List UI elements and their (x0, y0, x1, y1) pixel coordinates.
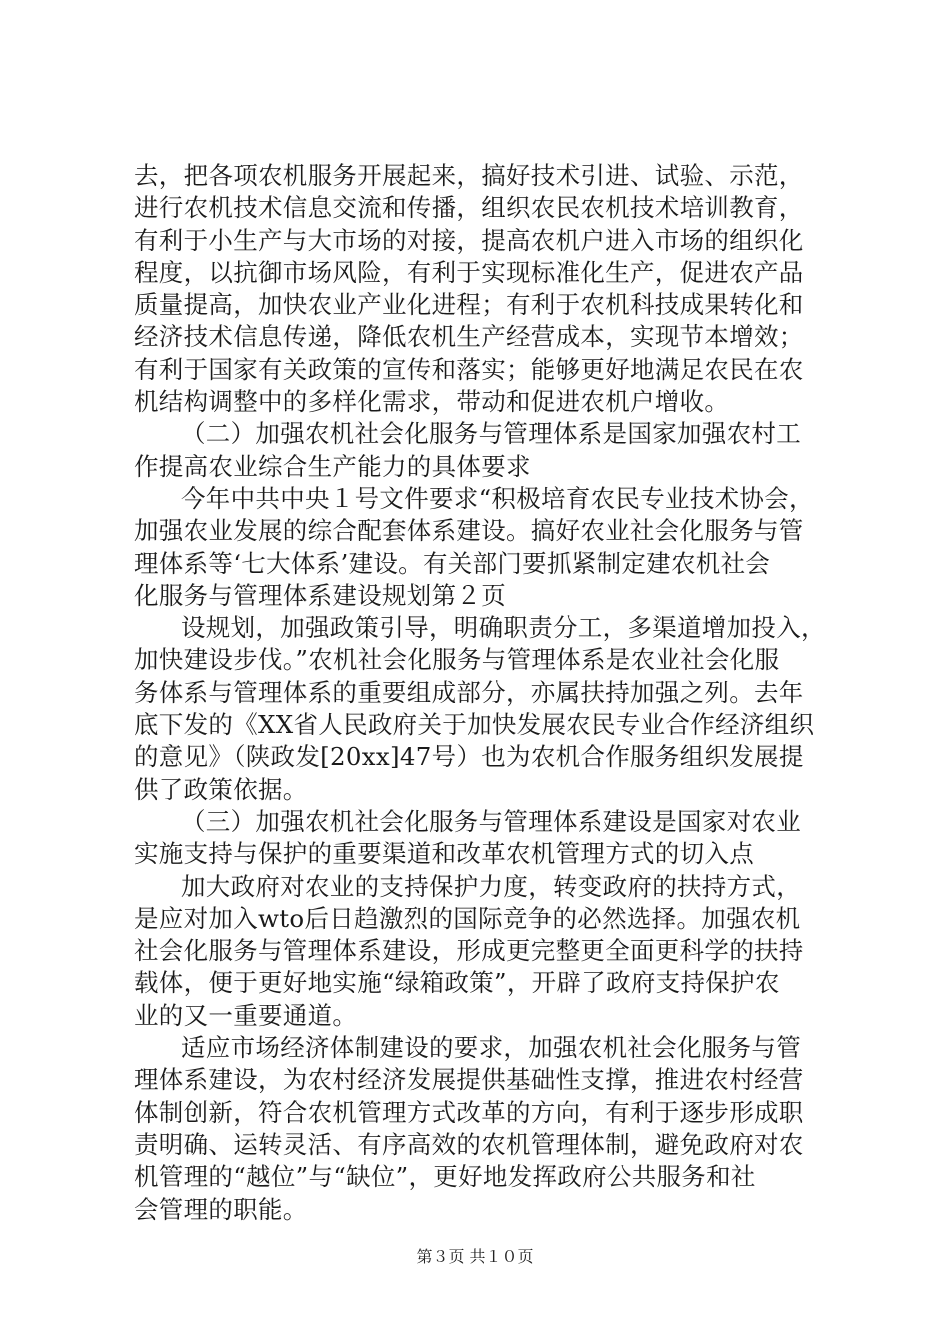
text-line: 加强农业发展的综合配套体系建设。搞好农业社会化服务与管 (134, 516, 804, 546)
text-line: 加大政府对农业的支持保护力度，转变政府的扶持方式， (181, 871, 801, 901)
text-line: 是应对加入wto后日趋激烈的国际竞争的必然选择。加强农机 (134, 903, 801, 933)
text-line: 去，把各项农机服务开展起来，搞好技术引进、试验、示范， (134, 161, 804, 190)
text-line: 体制创新，符合农机管理方式改革的方向，有利于逐步形成职 (134, 1097, 804, 1127)
text-line: 机结构调整中的多样化需求，带动和促进农机户增收。 (134, 387, 730, 417)
text-line: 经济技术信息传递，降低农机生产经营成本，实现节本增效； (134, 322, 804, 352)
text-line: （三）加强农机社会化服务与管理体系建设是国家对农业 (181, 806, 801, 836)
text-line: 有利于小生产与大市场的对接，提高农机户进入市场的组织化 (134, 225, 804, 255)
text-line: 质量提高，加快农业产业化进程；有利于农机科技成果转化和 (134, 290, 804, 320)
text-line: 社会化服务与管理体系建设，形成更完整更全面更科学的扶持 (134, 936, 804, 966)
text-line: 有利于国家有关政策的宣传和落实；能够更好地满足农民在农 (134, 354, 804, 384)
document-body (134, 160, 834, 1226)
text-line: 作提高农业综合生产能力的具体要求 (134, 451, 531, 481)
text-line: 责明确、运转灵活、有序高效的农机管理体制，避免政府对农 (134, 1129, 804, 1159)
text-line: （二）加强农机社会化服务与管理体系是国家加强农村工 (181, 419, 801, 449)
text-line: 今年中共中央１号文件要求“积极培育农民专业技术协会， (181, 483, 814, 513)
text-line: 供了政策依据。 (134, 774, 308, 804)
text-line: 理体系建设，为农村经济发展提供基础性支撑，推进农村经营 (134, 1065, 804, 1095)
text-line: 实施支持与保护的重要渠道和改革农机管理方式的切入点 (134, 839, 754, 869)
text-line: 加快建设步伐。”农机社会化服务与管理体系是农业社会化服 (134, 645, 780, 675)
page-footer: 第３页 共１０页 (416, 1247, 534, 1266)
text-line: 适应市场经济体制建设的要求，加强农机社会化服务与管 (181, 1033, 801, 1063)
text-line: 会管理的职能。 (134, 1194, 308, 1224)
text-line: 程度，以抗御市场风险，有利于实现标准化生产，促进农产品 (134, 257, 804, 287)
text-line: 理体系等‘七大体系’建设。有关部门要抓紧制定建农机社会 (134, 548, 771, 578)
text-line: 的意见》（陕政发[20xx]47号）也为农机合作服务组织发展提 (134, 742, 804, 772)
text-line: 业的又一重要通道。 (134, 1000, 358, 1030)
text-line: 务体系与管理体系的重要组成部分，亦属扶持加强之列。去年 (134, 677, 804, 707)
text-line: 进行农机技术信息交流和传播，组织农民农机技术培训教育， (134, 193, 804, 223)
text-line: 机管理的“越位”与“缺位”，更好地发挥政府公共服务和社 (134, 1162, 756, 1192)
text-line: 底下发的《XX省人民政府关于加快发展农民专业合作经济组织 (134, 710, 815, 740)
text-line: 载体，便于更好地实施“绿箱政策”，开辟了政府支持保护农 (134, 968, 780, 998)
text-line: 化服务与管理体系建设规划第２页 (134, 580, 506, 610)
text-line: 设规划，加强政策引导，明确职责分工，多渠道增加投入， (181, 613, 826, 643)
